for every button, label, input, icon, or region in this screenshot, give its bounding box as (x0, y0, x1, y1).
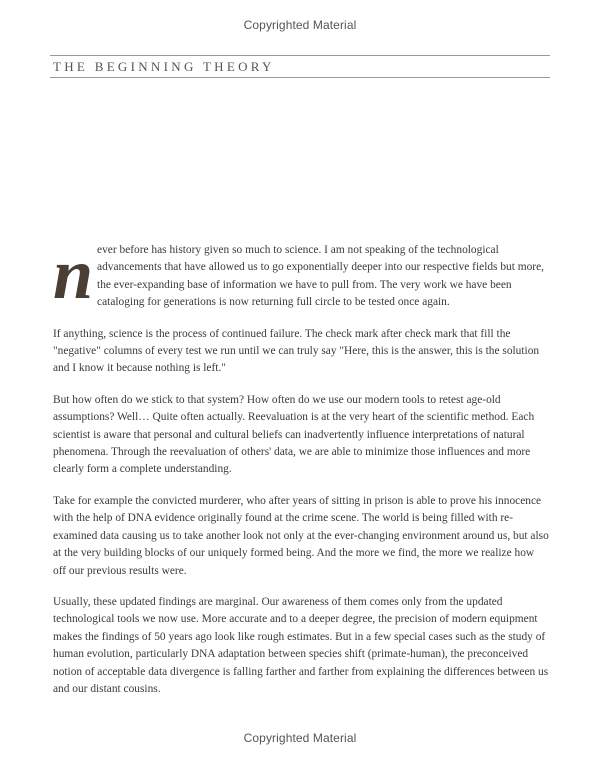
paragraph-3: But how often do we stick to that system? How often do we use our modern tools to retest age-old assumptions? Well… Quite often actually. Reevaluation is at the very heart of the scientific method. Each scientist is aware that personal and cultural beliefs can inadvertently influence interpretations of natural phenomena. Through the reevaluation of others' data, we are able to minimize those influences and more clearly form a complete understanding. (53, 393, 535, 476)
paragraph-1-text: ever before has history given so much to science. I am not speaking of the technological advancements that have allowed us to go exponentially deeper into our respective fields but more, the ever-expanding base of information we have to pull from. The very work we have been cataloging for generations is now returning full circle to be tested once again. (97, 244, 544, 309)
chapter-title: THE BEGINNING THEORY (53, 59, 275, 74)
body-text (53, 200, 550, 712)
paragraph-2: If anything, science is the process of continued failure. The check mark after check mark that fill the "negative" columns of every test we run until we can truly say "Here, this is the answer, this is the solution and I know it because nothing is left." (53, 327, 540, 375)
drop-cap: n (53, 234, 94, 314)
paragraph-5: Usually, these updated findings are marginal. Our awareness of them comes only from the updated technological tools we now use. More accurate and to a deeper degree, the precision of modern equipment makes the findings of 50 years ago look like rough estimates. But in a few special cases such as the study of human evolution, particularly DNA adaptation between species shift (primate-human), the preconceived notion of acceptable data divergence is falling farther and farther from explaining the differences between us and our distant cousins. (53, 595, 549, 695)
paragraph-1 (53, 200, 550, 312)
paragraph-4: Take for example the convicted murderer, who after years of sitting in prison is able to prove his innocence with the help of DNA evidence originally found at the crime scene. The world is being filled with re-examined data causing us to take another look not only at the ever-changing environment around us, but also at the very building blocks of our uniquely formed being. And the more we find, the more we realize how off our previous results were. (53, 494, 549, 577)
header-rule-bottom (50, 77, 550, 78)
header-rule-top (50, 55, 550, 56)
copyright-watermark-top: Copyrighted Material (243, 18, 357, 32)
copyright-watermark-bottom: Copyrighted Material (243, 731, 357, 745)
